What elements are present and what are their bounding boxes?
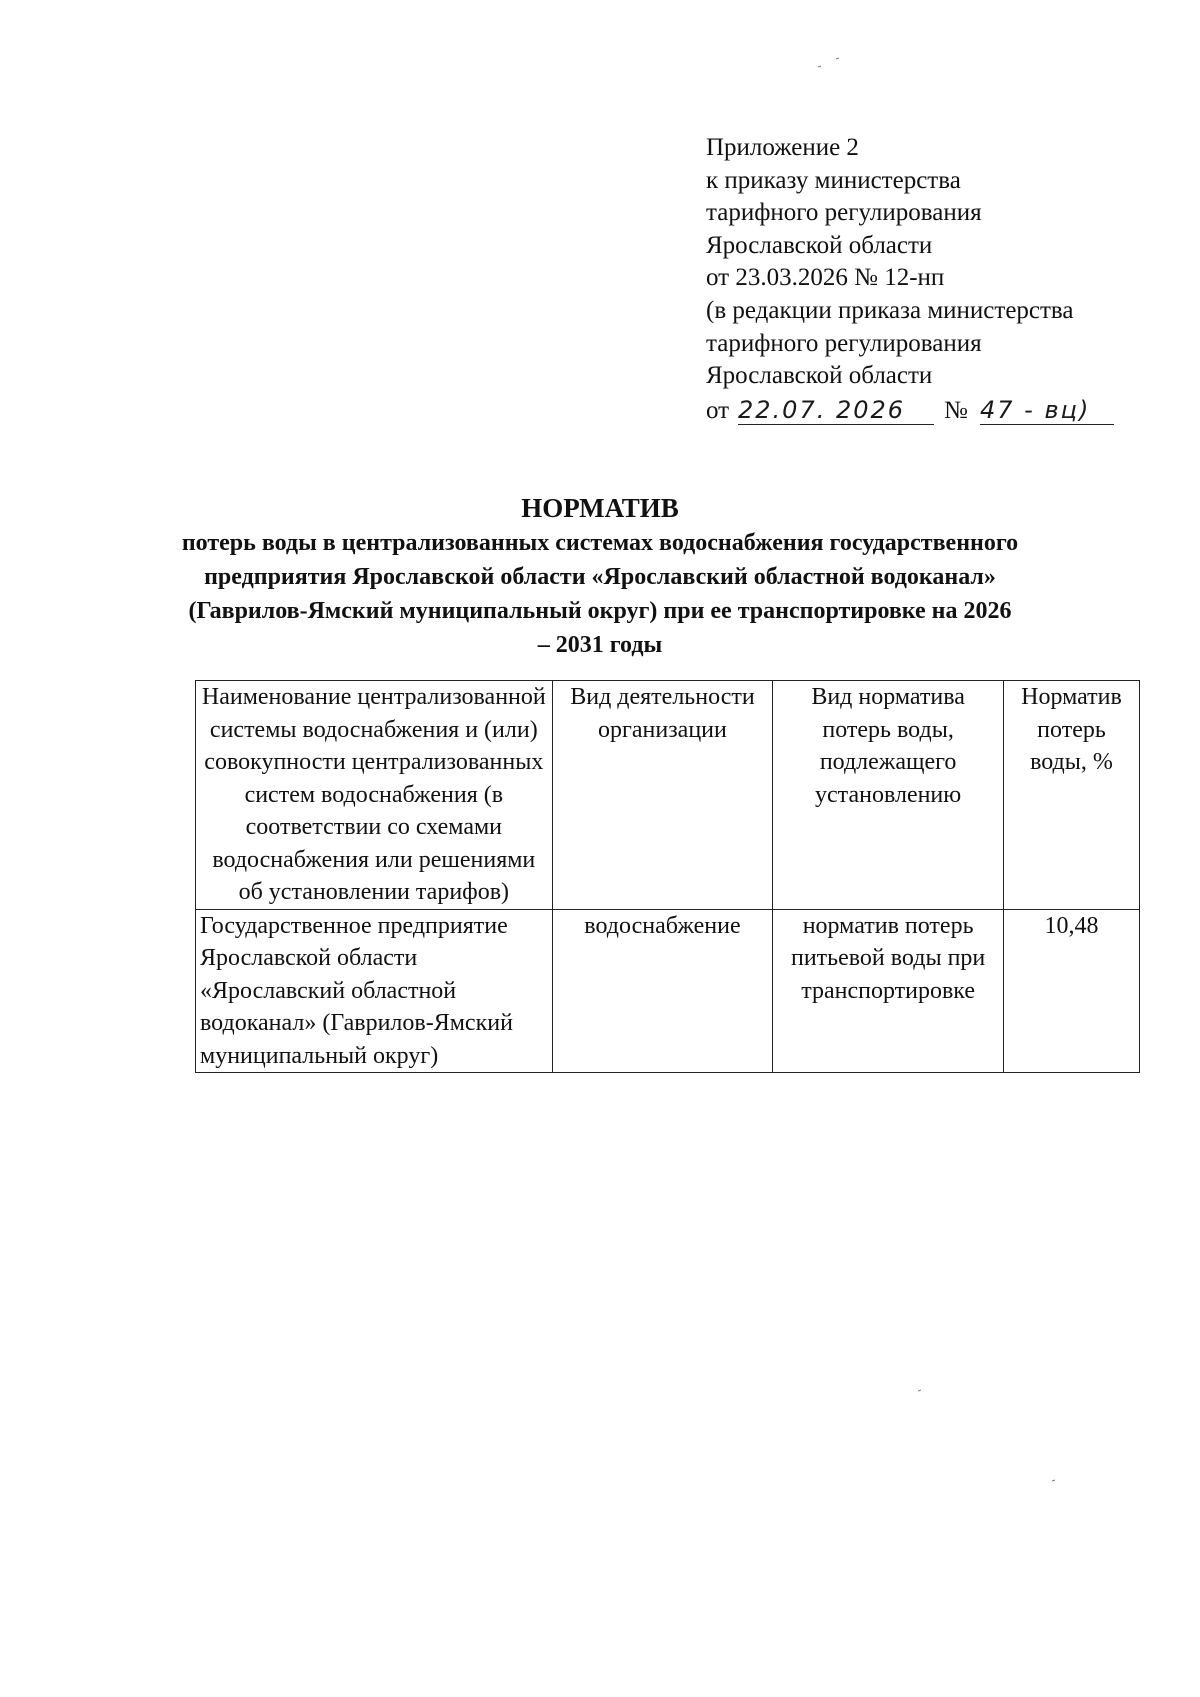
scan-speck [918, 1390, 921, 1392]
document-title-block [180, 490, 1020, 662]
cell-activity-type: водоснабжение [552, 909, 773, 1073]
appendix-line: (в редакции приказа министерства [706, 296, 1074, 324]
appendix-line: Ярославской области [706, 362, 933, 390]
cell-norm-type: норматив потерь питьевой воды при транспортировке [773, 909, 1004, 1073]
appendix-line: Ярославской области [706, 231, 933, 259]
document-title: НОРМАТИВ [521, 493, 679, 523]
amendment-date-line [706, 393, 1176, 427]
header-activity-type: Вид деятельности организации [552, 681, 773, 910]
norm-table [195, 680, 1140, 1073]
header-system-name: Наименование централизованной системы водоснабжения и (или) совокупности централизованных систем водоснабжения (в соответствии со схемами водоснабжения или решениями об установлении тарифов) [196, 681, 553, 910]
appendix-line: к приказу министерства [706, 166, 961, 194]
header-norm-value: Норматив потерь воды, % [1003, 681, 1139, 910]
appendix-line: Приложение 2 [706, 134, 859, 161]
scan-speck [1052, 1480, 1055, 1482]
table-row [196, 909, 1140, 1073]
header-norm-type: Вид норматива потерь воды, подлежащего установлению [773, 681, 1004, 910]
date-prefix: от [706, 396, 730, 424]
appendix-line: от 23.03.2026 № 12-нп [706, 264, 945, 292]
scan-speck [818, 66, 821, 68]
appendix-block [706, 132, 1176, 427]
handwritten-date: 22.07. 2026 [738, 396, 934, 425]
appendix-line: тарифного регулирования [706, 329, 982, 357]
document-subtitle: потерь воды в централизованных системах водоснабжения государственного предприятия Ярославской области «Ярославский областной водоканал» (Гаврилов-Ямский муниципальный округ) при ее транспортировке на 2026 – 2031 годы [181, 530, 1019, 658]
handwritten-number: 47 - вц) [980, 396, 1114, 425]
table-header-row [196, 681, 1140, 910]
appendix-line: тарифного регулирования [706, 199, 982, 227]
scan-speck [836, 58, 839, 60]
number-sign: № [944, 396, 968, 424]
cell-norm-value: 10,48 [1003, 909, 1139, 1073]
cell-system-name: Государственное предприятие Ярославской области «Ярославский областной водоканал» (Гаврилов-Ямский муниципальный округ) [196, 909, 553, 1073]
